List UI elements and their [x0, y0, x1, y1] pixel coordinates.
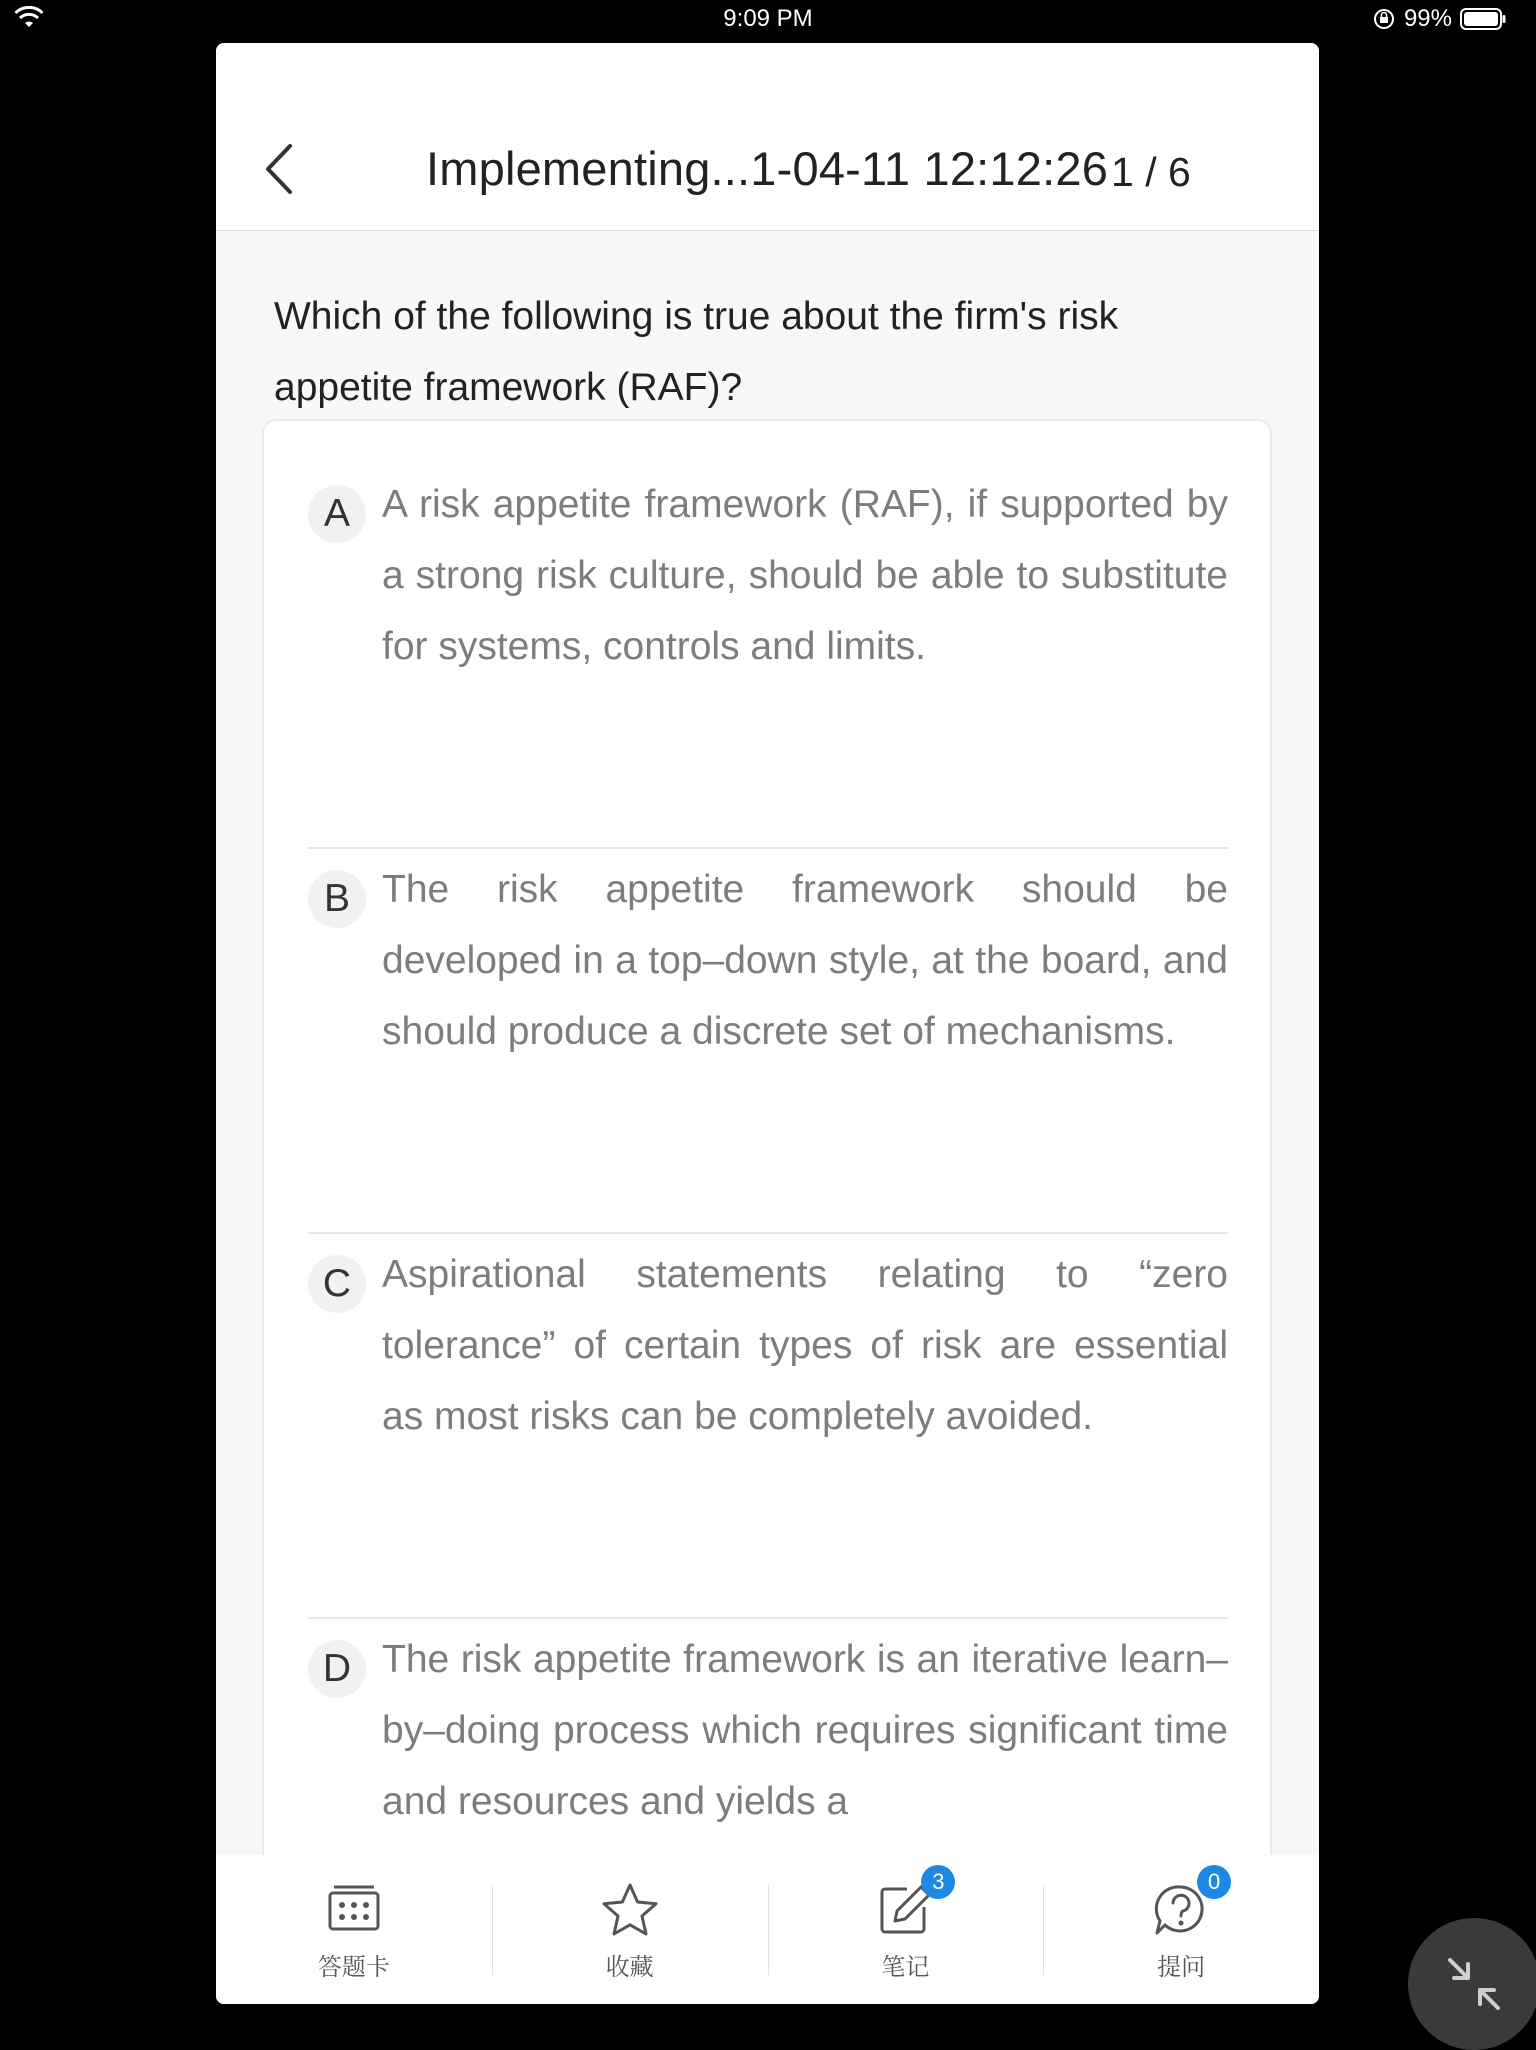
bottom-tab-bar	[216, 1855, 1319, 2004]
tab-notes[interactable]	[768, 1855, 1044, 2004]
options-card	[262, 419, 1272, 1919]
back-chevron-icon[interactable]	[264, 143, 294, 195]
ask-icon-wrap	[1151, 1869, 1221, 1939]
collapse-float-button[interactable]	[1408, 1918, 1536, 2050]
question-text: Which of the following is true about the firm's risk appetite framework (RAF)?	[274, 295, 1119, 409]
notes-count-badge: 3	[921, 1865, 955, 1899]
note-icon-wrap	[875, 1869, 945, 1939]
tab-label: 答题卡	[317, 1954, 390, 1981]
tab-answer-card[interactable]	[216, 1855, 492, 2004]
option-letter: B	[308, 870, 366, 928]
option-text: A risk appetite framework (RAF), if supported by a strong risk culture, should be able to substitute for systems, controls and limits.	[382, 483, 1228, 668]
page-title: Implementing...1-04-11 12:12:26	[426, 142, 1109, 195]
battery-percent: 99%	[1403, 5, 1452, 32]
questions-count-badge: 0	[1197, 1865, 1231, 1899]
option-text: Aspirational statements relating to “zero tolerance” of certain types of risk are essential as most risks can be completely avoided.	[382, 1253, 1228, 1438]
divider	[308, 1232, 1228, 1234]
app-window	[216, 43, 1319, 2004]
answer-card-icon	[324, 1881, 384, 1939]
collapse-arrows-icon	[1444, 1954, 1504, 2014]
battery-icon	[1460, 8, 1506, 30]
divider	[308, 1617, 1228, 1619]
option-text: The risk appetite framework should be developed in a top–down style, at the board, and should produce a discrete set of mechanisms.	[382, 868, 1228, 1053]
divider	[308, 847, 1228, 849]
star-icon	[600, 1881, 660, 1939]
tab-separator	[1043, 1885, 1044, 1975]
question-counter: 1 / 6	[1111, 149, 1191, 195]
tab-label: 笔记	[881, 1954, 930, 1981]
nav-bar	[216, 43, 1319, 231]
tab-label: 收藏	[605, 1954, 654, 1981]
tab-separator	[492, 1885, 493, 1975]
status-bar	[0, 0, 1536, 40]
option-letter: A	[308, 485, 366, 543]
option-letter: C	[308, 1255, 366, 1313]
tab-separator	[768, 1885, 769, 1975]
status-time: 9:09 PM	[723, 5, 813, 32]
option-text: The risk appetite framework is an iterative learn–by–doing process which requires significant time and resources and yields a	[382, 1638, 1228, 1823]
rotation-lock-icon	[1372, 7, 1396, 31]
tab-favorite[interactable]	[492, 1855, 768, 2004]
tab-ask[interactable]	[1043, 1855, 1319, 2004]
tab-label: 提问	[1157, 1954, 1206, 1981]
option-letter: D	[308, 1640, 366, 1698]
